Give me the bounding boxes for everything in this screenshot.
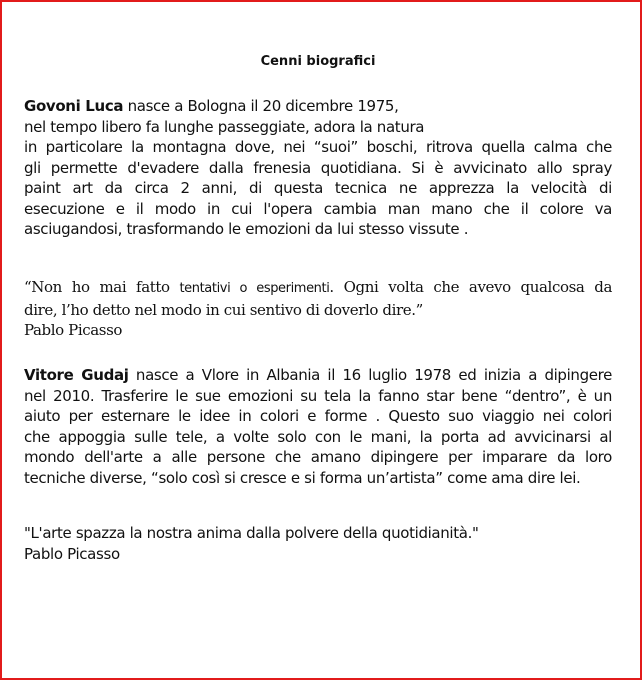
bio-line: nel tempo libero fa lunghe passeggiate, adora la natura (24, 117, 425, 136)
quote-line: dire, l’ho detto nel modo in cui sentivo di doverlo dire.” (24, 300, 423, 319)
quote-author: Pablo Picasso (24, 321, 123, 339)
bio-line: Govoni Luca nasce a Bologna il 20 dicembre 1975, (24, 97, 399, 115)
quote-line: “Non ho mai fatto tentativi o esperimenti. Ogni volta che avevo qualcosa da (24, 278, 612, 296)
bio-line: che appoggia sulle tele, a volte solo con le mani, la porta ad avvicinarsi al (24, 427, 612, 446)
bio-line: Vitore Gudaj nasce a Vlore in Albania il 16 luglio 1978 ed inizia a dipingere (24, 366, 612, 384)
bio-line: gli permette d'evadere dalla frenesia quotidiana. Si è avvicinato allo spray (24, 158, 612, 177)
quote-picasso-1 (24, 277, 612, 341)
artist-name: Govoni Luca (24, 97, 124, 115)
bio-line: mondo dell'arte a alle persone che amano dipingere per imparare da loro (24, 448, 612, 466)
quote-picasso-2 (24, 523, 612, 564)
quote-line: "L'arte spazza la nostra anima dalla polvere della quotidianità." (24, 524, 479, 542)
bio-line: esecuzione e il modo in cui l'opera cambia man mano che il colore va (24, 199, 612, 218)
bio-line: aiuto per esternare le idee in colori e forme . Questo suo viaggio nei colori (24, 407, 612, 425)
bio-line: paint art da circa 2 anni, di questa tecnica ne apprezza la velocità di (24, 179, 612, 197)
bio-line: in particolare la montagna dove, nei “suoi” boschi, ritrova quella calma che (24, 138, 612, 156)
document-title: Cenni biografici (260, 54, 376, 69)
bio-paragraph-vitore (24, 365, 612, 488)
bio-line: nel 2010. Trasferire le sue emozioni su tela la fanno star bene “dentro”, è un (24, 386, 612, 405)
bio-line: asciugandosi, trasformando le emozioni da lui stesso vissute . (24, 220, 469, 238)
bio-line: tecniche diverse, “solo così si cresce e si forma un’artista” come ama dire lei. (24, 468, 581, 487)
bio-paragraph-luca (24, 96, 612, 240)
quote-author: Pablo Picasso (24, 544, 120, 563)
artist-name: Vitore Gudaj (24, 366, 129, 384)
